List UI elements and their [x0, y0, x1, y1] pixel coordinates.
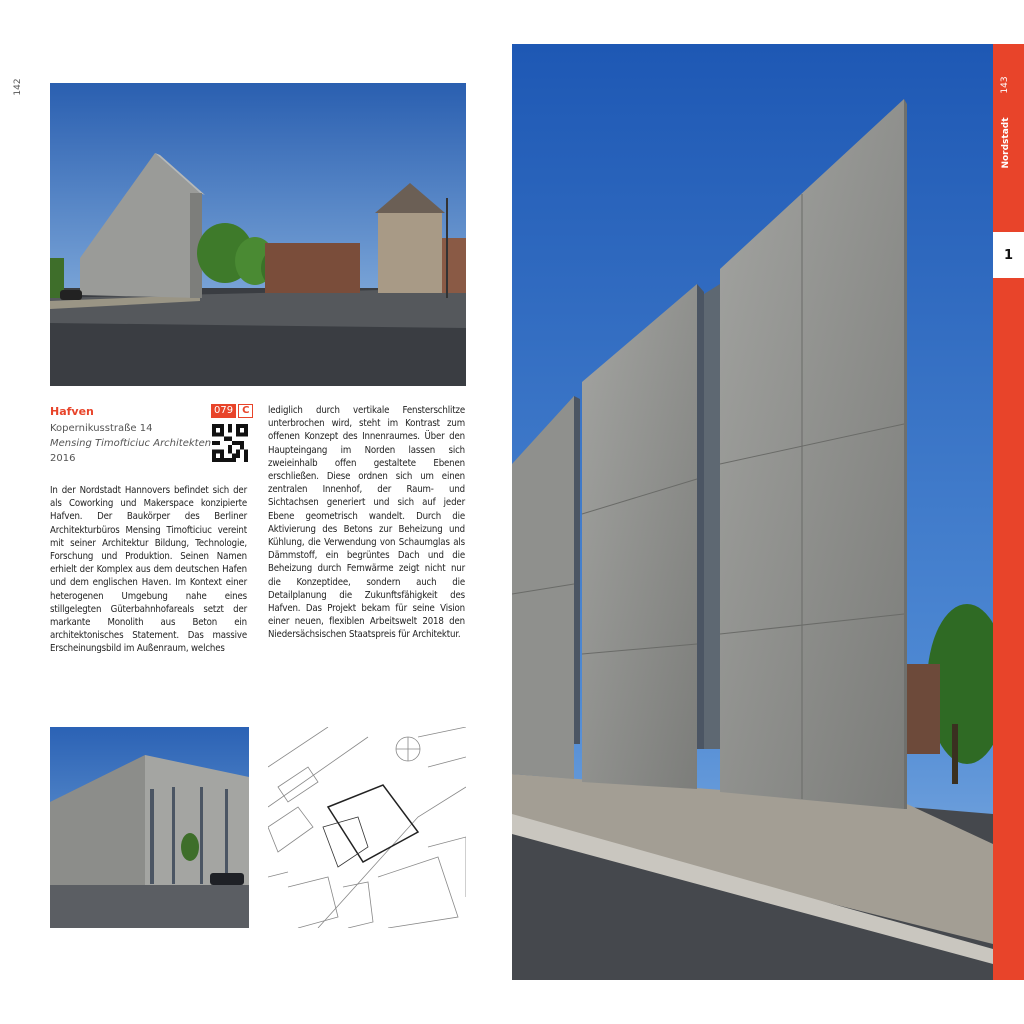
entry-title: Hafven: [50, 405, 94, 418]
page-number-right: 143: [1000, 76, 1010, 94]
building-photo-facade: [512, 44, 993, 980]
building-photo-corner: [50, 727, 249, 928]
qr-code[interactable]: [212, 424, 248, 462]
entry-architect: Mensing Timofticiuc Architekten: [50, 438, 212, 449]
section-label: Nordstadt: [1001, 117, 1011, 169]
entry-number: 079: [211, 404, 236, 418]
page-number-left: 142: [13, 78, 23, 96]
body-text-column-2: lediglich durch vertikale Fensterschlitze unterbrochen wird, steht im Kontrast zum offenen Konzept des Innenraumes. Über den Haupteingang im Norden lassen sich zweieinhalb offen gestaltete Ebenen erschließen. Diese ordnen sich um einen zentralen Innenhof, der Raum- und Sichtachsen generiert und sich auf jeder Ebene geometrisch wandelt. Durch die Aktivierung des Betons zur Beheizung und Kühlung, die Verwendung von Schaumglas als Dämmstoff, ein begrüntes Dach und die Beheizung durch Fernwärme zeigt nicht nur die Konzeptidee, sondern auch die Detailplanung die Zukunftsfähigkeit des Hafven. Das Projekt bekam für seine Vision einer neuen, flexiblen Arbeitswelt 2018 den Niedersächsischen Staatspreis für Architektur.: [268, 405, 465, 641]
site-plan-drawing: [268, 727, 466, 928]
body-text-column-1: In der Nordstadt Hannovers befindet sich der als Coworking und Makerspace konzipierte Hafven. Der Baukörper des Berliner Architekturbüros Mensing Timofticiuc vereint mit seiner Architektur Bildung, Technologie, Forschung und Produktion. Seinen Namen erhielt der Komplex aus dem deutschen Hafen und dem englischen Haven. Im Kontext einer heterogenen Umgebung nahe eines stillgelegten Güterbahnhofareals setzt der markante Monolith aus Beton ein architektonisches Statement. Das massive Erscheinungsbild im Außenraum, welches: [50, 485, 247, 655]
building-photo-street: [50, 83, 466, 386]
entry-badge: [211, 404, 253, 418]
entry-year: 2016: [50, 453, 76, 464]
entry-map-letter: C: [238, 404, 253, 418]
chapter-number: 1: [993, 232, 1024, 278]
entry-address: Kopernikusstraße 14: [50, 423, 153, 434]
section-tab: [993, 44, 1024, 980]
